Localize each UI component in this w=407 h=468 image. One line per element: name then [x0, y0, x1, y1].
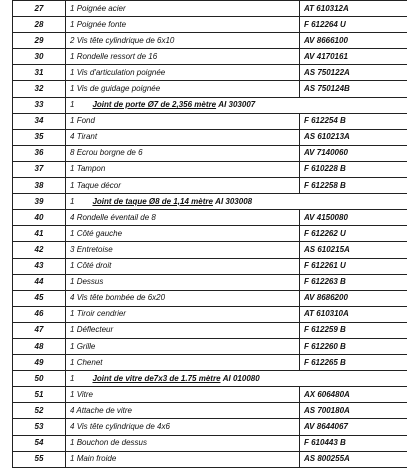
table-row [13, 33, 407, 49]
row-reference-cell [300, 65, 407, 81]
row-reference: F 610228 [304, 164, 338, 173]
row-description-cell [66, 33, 300, 49]
row-number: 37 [13, 161, 66, 177]
row-description-cell [66, 145, 300, 161]
table-row [13, 371, 407, 387]
row-number: 51 [13, 387, 66, 403]
row-quantity: 8 [70, 149, 74, 157]
row-description: Côté droit [77, 261, 112, 270]
row-description: Chenet [77, 358, 103, 367]
row-quantity: 4 [70, 423, 74, 431]
table-row [13, 145, 407, 161]
row-description: Vis d'articulation poignée [77, 68, 166, 77]
table-row [13, 210, 407, 226]
row-reference-cell [300, 145, 407, 161]
joint-description: Joint de taque Ø8 de 1,14 mètre [92, 197, 212, 206]
row-description-cell [66, 49, 300, 65]
parts-list [12, 0, 405, 468]
row-number: 45 [13, 290, 66, 306]
row-description: Tirant [77, 132, 97, 141]
row-reference: F 612259 [304, 325, 338, 334]
row-quantity: 4 [70, 214, 74, 222]
parts-table-body [13, 1, 407, 468]
row-description: Fond [77, 116, 95, 125]
row-description-cell [66, 258, 300, 274]
row-reference-cell [300, 129, 407, 145]
table-row [13, 387, 407, 403]
row-description-cell [66, 403, 300, 419]
row-description: Vis tête cylindrique de 6x10 [77, 36, 175, 45]
table-row [13, 258, 407, 274]
table-row [13, 194, 407, 210]
table-row [13, 113, 407, 129]
row-description-cell [66, 338, 300, 354]
row-number: 27 [13, 1, 66, 17]
row-description: Main froide [77, 454, 117, 463]
row-reference-cell [300, 113, 407, 129]
row-description: Vis tête bombée de 6x20 [77, 293, 165, 302]
table-row [13, 129, 407, 145]
row-reference: AV 8666100 [304, 36, 348, 45]
row-reference: AS 610215A [304, 245, 350, 254]
row-description: Dessus [77, 277, 104, 286]
row-reference: AS 700180A [304, 406, 350, 415]
row-reference: AS 610213A [304, 132, 350, 141]
row-description: Poignée fonte [77, 20, 126, 29]
row-reference: F 612254 [304, 116, 338, 125]
row-reference: F 610443 [304, 438, 338, 447]
row-reference-cell [300, 338, 407, 354]
table-row [13, 274, 407, 290]
table-row [13, 49, 407, 65]
row-quantity: 4 [70, 133, 74, 141]
row-description: Attache de vitre [76, 406, 132, 415]
row-reference-suffix: B [340, 164, 346, 173]
row-description: Rondelle éventail de 8 [77, 213, 156, 222]
table-row [13, 1, 407, 17]
row-quantity: 1 [70, 439, 74, 447]
row-reference-cell [300, 274, 407, 290]
row-quantity: 1 [70, 53, 74, 61]
row-reference-cell [300, 161, 407, 177]
row-quantity: 1 [70, 101, 74, 109]
row-number: 28 [13, 17, 66, 33]
joint-description: Joint de vitre de7x3 de 1.75 mètre [92, 374, 220, 383]
joint-reference: AI 303007 [218, 100, 255, 109]
row-reference-cell [300, 210, 407, 226]
row-description-cell [66, 322, 300, 338]
row-reference: AS 800255A [304, 454, 350, 463]
row-description: Entretoise [77, 245, 113, 254]
row-description-cell [66, 113, 300, 129]
row-reference-suffix: B [340, 358, 346, 367]
row-number: 36 [13, 145, 66, 161]
row-reference-cell [300, 33, 407, 49]
row-description-cell [66, 306, 300, 322]
row-description-cell [66, 419, 300, 435]
row-reference: F 612264 [304, 20, 338, 29]
row-description: Vitre [77, 390, 93, 399]
row-description-cell [66, 435, 300, 451]
row-reference-suffix: U [340, 20, 346, 29]
table-row [13, 17, 407, 33]
row-quantity: 1 [70, 21, 74, 29]
row-quantity: 4 [70, 294, 74, 302]
table-row [13, 419, 407, 435]
table-row [13, 451, 407, 467]
row-reference-cell [300, 81, 407, 97]
row-description: Tampon [77, 164, 106, 173]
row-reference-cell [300, 355, 407, 371]
row-quantity: 1 [70, 85, 74, 93]
row-number: 47 [13, 322, 66, 338]
row-description-cell [66, 226, 300, 242]
row-number: 31 [13, 65, 66, 81]
row-number: 49 [13, 355, 66, 371]
row-reference: AS 750124B [304, 84, 350, 93]
row-number: 53 [13, 419, 66, 435]
row-reference: F 612258 [304, 181, 338, 190]
row-reference: AX 606480A [304, 390, 350, 399]
row-reference: AV 8686200 [304, 293, 348, 302]
row-description-cell [66, 387, 300, 403]
row-description: Poignée acier [77, 4, 126, 13]
row-reference: AV 8644067 [304, 422, 348, 431]
table-row [13, 81, 407, 97]
row-quantity: 1 [70, 198, 74, 206]
row-number: 50 [13, 371, 66, 387]
row-description-cell [66, 161, 300, 177]
joint-cell [66, 97, 407, 113]
row-description: Grille [77, 342, 96, 351]
joint-reference: AI 303008 [215, 197, 252, 206]
row-description-cell [66, 274, 300, 290]
row-quantity: 1 [70, 230, 74, 238]
row-reference: F 612261 [304, 261, 338, 270]
row-description: Rondelle ressort de 16 [77, 52, 158, 61]
row-description-cell [66, 242, 300, 258]
row-number: 42 [13, 242, 66, 258]
row-number: 38 [13, 178, 66, 194]
row-quantity: 1 [70, 310, 74, 318]
row-quantity: 1 [70, 69, 74, 77]
row-reference: AV 4170161 [304, 52, 348, 61]
row-description: Vis tête cylindrique de 4x6 [77, 422, 170, 431]
table-row [13, 435, 407, 451]
row-description: Déflecteur [77, 325, 113, 334]
row-reference-suffix: U [340, 261, 346, 270]
row-number: 30 [13, 49, 66, 65]
row-description-cell [66, 290, 300, 306]
row-reference: AT 610310A [304, 309, 349, 318]
row-reference-suffix: B [340, 277, 346, 286]
row-quantity: 1 [70, 5, 74, 13]
row-quantity: 4 [70, 407, 74, 415]
table-row [13, 290, 407, 306]
row-quantity: 1 [70, 391, 74, 399]
row-reference-suffix: B [340, 342, 346, 351]
row-reference-cell [300, 290, 407, 306]
table-row [13, 355, 407, 371]
table-row [13, 65, 407, 81]
row-number: 34 [13, 113, 66, 129]
table-row [13, 338, 407, 354]
joint-cell [66, 371, 407, 387]
row-number: 41 [13, 226, 66, 242]
row-quantity: 1 [70, 182, 74, 190]
table-row [13, 161, 407, 177]
row-reference-cell [300, 17, 407, 33]
row-quantity: 2 [70, 37, 74, 45]
row-reference-cell [300, 322, 407, 338]
row-reference-cell [300, 435, 407, 451]
row-description: Tiroir cendrier [77, 309, 126, 318]
row-description-cell [66, 65, 300, 81]
row-description-cell [66, 178, 300, 194]
row-reference: F 612262 [304, 229, 338, 238]
table-row [13, 306, 407, 322]
row-reference-cell [300, 451, 407, 467]
table-row [13, 322, 407, 338]
row-reference-cell [300, 226, 407, 242]
table-row [13, 97, 407, 113]
row-number: 54 [13, 435, 66, 451]
row-reference-suffix: U [340, 229, 346, 238]
row-number: 40 [13, 210, 66, 226]
row-reference: AT 610312A [304, 4, 349, 13]
row-description-cell [66, 1, 300, 17]
row-number: 39 [13, 194, 66, 210]
row-description-cell [66, 355, 300, 371]
row-description: Ecrou borgne de 6 [77, 148, 143, 157]
row-quantity: 1 [70, 165, 74, 173]
row-reference-cell [300, 178, 407, 194]
row-reference-cell [300, 49, 407, 65]
joint-reference: AI 010080 [223, 374, 260, 383]
row-number: 32 [13, 81, 66, 97]
row-reference-cell [300, 306, 407, 322]
row-reference: F 612263 [304, 277, 338, 286]
row-number: 55 [13, 451, 66, 467]
parts-table [12, 0, 407, 468]
row-reference-cell [300, 1, 407, 17]
row-reference: F 612265 [304, 358, 338, 367]
row-reference-cell [300, 419, 407, 435]
row-reference-suffix: B [340, 438, 346, 447]
row-description-cell [66, 129, 300, 145]
table-row [13, 242, 407, 258]
row-reference: AV 4150080 [304, 213, 348, 222]
row-quantity: 1 [70, 262, 74, 270]
row-quantity: 1 [70, 278, 74, 286]
row-quantity: 1 [70, 455, 74, 463]
row-reference: F 612260 [304, 342, 338, 351]
row-reference-suffix: B [340, 181, 346, 190]
row-quantity: 1 [70, 326, 74, 334]
row-description: Taque décor [77, 181, 121, 190]
table-row [13, 178, 407, 194]
row-description-cell [66, 81, 300, 97]
row-number: 29 [13, 33, 66, 49]
table-row [13, 403, 407, 419]
row-number: 52 [13, 403, 66, 419]
joint-description: Joint de porte Ø7 de 2,356 mètre [92, 100, 216, 109]
row-quantity: 1 [70, 343, 74, 351]
row-reference: AV 7140060 [304, 148, 348, 157]
row-number: 43 [13, 258, 66, 274]
row-number: 44 [13, 274, 66, 290]
row-description-cell [66, 210, 300, 226]
row-number: 33 [13, 97, 66, 113]
row-quantity: 3 [70, 246, 74, 254]
row-reference-cell [300, 387, 407, 403]
row-quantity: 1 [70, 375, 74, 383]
row-quantity: 1 [70, 359, 74, 367]
row-description-cell [66, 17, 300, 33]
row-description: Bouchon de dessus [77, 438, 147, 447]
row-reference-suffix: B [340, 325, 346, 334]
row-reference-cell [300, 258, 407, 274]
row-reference-suffix: B [340, 116, 346, 125]
row-description: Vis de guidage poignée [77, 84, 160, 93]
row-number: 48 [13, 338, 66, 354]
row-description: Côté gauche [77, 229, 122, 238]
row-number: 35 [13, 129, 66, 145]
row-reference-cell [300, 242, 407, 258]
row-number: 46 [13, 306, 66, 322]
table-row [13, 226, 407, 242]
row-quantity: 1 [70, 117, 74, 125]
row-description-cell [66, 451, 300, 467]
row-reference: AS 750122A [304, 68, 350, 77]
joint-cell [66, 194, 407, 210]
row-reference-cell [300, 403, 407, 419]
